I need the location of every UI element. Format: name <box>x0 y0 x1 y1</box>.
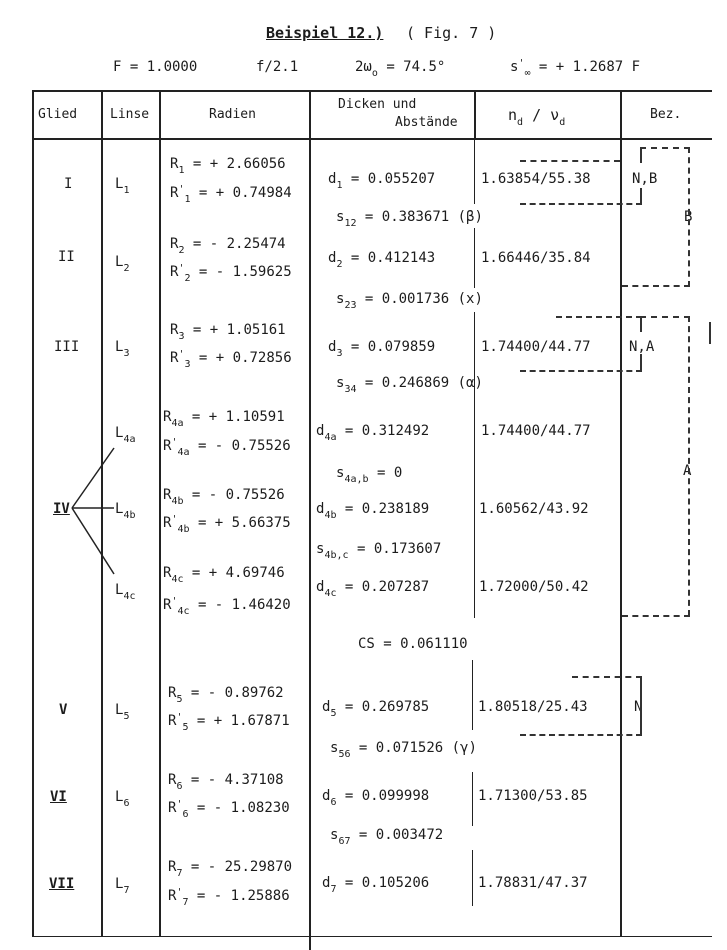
glass-l2: 1.66446/35.84 <box>481 250 591 266</box>
col-sep-glass <box>620 90 622 936</box>
glass-l6: 1.71300/53.85 <box>478 788 588 804</box>
glass-l3: 1.74400/44.77 <box>481 339 591 355</box>
cs-value: CS = 0.061110 <box>358 636 468 652</box>
radius-r1-prime: $R'_1$ = + 0.74984 <box>170 184 292 205</box>
bracket-n-right <box>640 676 642 734</box>
radius-r5: $R_5$ = - 0.89762 <box>168 685 284 705</box>
bez-b: B <box>684 209 693 225</box>
radius-r4c-prime: $R'_{4c}$ = - 1.46420 <box>163 596 291 617</box>
spacing-s23: $s_{23} = 0.001736$ (x) <box>336 291 483 311</box>
header-radien: Radien <box>209 107 256 122</box>
glass-l4a: 1.74400/44.77 <box>481 423 591 439</box>
radius-r6-prime: $R'_6$ = - 1.08230 <box>168 799 290 820</box>
thickness-d5: $d_5 = 0.269785$ <box>322 699 430 719</box>
radius-r4b: $R_{4b}$ = - 0.75526 <box>163 487 285 507</box>
col-sep-dicken-head <box>474 90 476 138</box>
radius-r3: $R_3$ = + 1.05161 <box>170 322 286 342</box>
bracket-b-bottom <box>622 285 690 287</box>
thickness-d3: $d_3 = 0.079859$ <box>328 339 436 359</box>
linse-2: $L_2$ <box>115 254 130 274</box>
linse-4c: $L_{4c}$ <box>115 582 136 602</box>
linse-4b: $L_{4b}$ <box>115 501 136 521</box>
radius-r7: $R_7$ = - 25.29870 <box>168 859 293 879</box>
table-top-rule <box>32 90 712 92</box>
thickness-d4c: $d_{4c} = 0.207287$ <box>316 579 430 599</box>
glass-l7: 1.78831/47.37 <box>478 875 588 891</box>
radius-r3-prime: $R'_3$ = + 0.72856 <box>170 349 292 370</box>
bracket-n-bottom <box>520 734 642 736</box>
spacing-s56: $s_{56} = 0.071526$ (γ) <box>330 740 477 760</box>
linse-4a: $L_{4a}$ <box>115 425 136 445</box>
radius-r2: $R_2$ = - 2.25474 <box>170 236 286 256</box>
glass-rule-6 <box>472 850 473 906</box>
header-dicken: Dicken und <box>338 97 417 112</box>
spacing-s34: $s_{34} = 0.246869$ (α) <box>336 375 483 395</box>
bracket-b-top <box>640 147 690 149</box>
thickness-d4b: $d_{4b} = 0.238189$ <box>316 501 430 521</box>
radius-r1: $R_1$ = + 2.66056 <box>170 156 286 176</box>
margin-mark <box>709 322 711 344</box>
bez-na: N,A <box>629 339 655 355</box>
thickness-d7: $d_7 = 0.105206$ <box>322 875 430 895</box>
glass-rule-3 <box>474 312 475 618</box>
linse-3: $L_3$ <box>115 339 130 359</box>
header-linse: Linse <box>110 107 150 122</box>
bracket-na-top <box>556 316 642 318</box>
radius-r7-prime: $R'_7$ = - 1.25886 <box>168 887 290 908</box>
glass-l1: 1.63854/55.38 <box>481 171 591 187</box>
bracket-n-top <box>572 676 642 678</box>
col-sep-linse <box>159 90 161 936</box>
header-abstaende: Abstände <box>395 115 458 130</box>
glass-rule-1 <box>474 140 475 204</box>
glied-1: I <box>64 176 73 192</box>
bracket-a-right <box>688 316 690 616</box>
col-sep-radien <box>309 90 311 950</box>
focal-length: F = 1.0000 <box>113 59 198 75</box>
header-glied: Glied <box>38 107 78 122</box>
thickness-d1: $d_1 = 0.055207$ <box>328 171 436 191</box>
example-title: Beispiel 12.) <box>266 24 384 42</box>
thickness-d4a: $d_{4a} = 0.312492$ <box>316 423 430 443</box>
bez-n: N <box>634 699 643 715</box>
bracket-a-bottom <box>622 615 690 617</box>
radius-r4a: $R_{4a}$ = + 1.10591 <box>163 409 285 429</box>
glass-rule-2 <box>474 228 475 288</box>
bracket-nb-tick-bottom <box>640 188 642 204</box>
bracket-b-right <box>688 147 690 287</box>
header-bez: Bez. <box>650 107 682 122</box>
header-rule <box>32 138 712 140</box>
spacing-s67: $s_{67} = 0.003472$ <box>330 827 444 847</box>
spacing-s12: $s_{12} = 0.383671$ (β) <box>336 209 483 229</box>
glass-l4b: 1.60562/43.92 <box>479 501 589 517</box>
bracket-na-bottom <box>520 370 642 372</box>
group-iv-branch-lines <box>70 440 120 580</box>
bez-nb: N,B <box>632 171 658 187</box>
bracket-nb-tick-top <box>640 147 642 163</box>
glass-l5: 1.80518/25.43 <box>478 699 588 715</box>
radius-r4c: $R_{4c}$ = + 4.69746 <box>163 565 285 585</box>
table-bottom-rule <box>32 936 712 937</box>
glied-5: V <box>59 702 68 718</box>
linse-7: $L_7$ <box>115 876 130 896</box>
bracket-a-top <box>640 316 690 318</box>
linse-5: $L_5$ <box>115 702 130 722</box>
linse-1: $L_1$ <box>115 176 130 196</box>
col-sep-left <box>32 90 34 936</box>
glass-l4c: 1.72000/50.42 <box>479 579 589 595</box>
glied-7: VII <box>49 876 75 892</box>
back-focal-distance: $s'_\infty$ = + 1.2687 F <box>510 58 641 79</box>
header-nd-vd: $n_d / \nu_d$ <box>508 106 566 128</box>
glied-2: II <box>58 249 75 265</box>
glass-rule-4 <box>472 660 473 730</box>
glied-3: III <box>54 339 80 355</box>
radius-r5-prime: $R'_5$ = + 1.67871 <box>168 712 290 733</box>
thickness-d2: $d_2 = 0.412143$ <box>328 250 436 270</box>
radius-r4a-prime: $R'_{4a}$ = - 0.75526 <box>163 437 291 458</box>
linse-6: $L_6$ <box>115 789 130 809</box>
spacing-s4bc: $s_{4b,c} = 0.173607$ <box>316 541 442 561</box>
bez-a: A <box>683 463 692 479</box>
glied-6: VI <box>50 789 67 805</box>
thickness-d6: $d_6 = 0.099998$ <box>322 788 430 808</box>
field-angle: $2\omega_o = 74.5^\circ$ <box>355 59 446 79</box>
figure-reference: ( Fig. 7 ) <box>406 24 497 42</box>
bracket-na-tick-bottom <box>640 354 642 370</box>
radius-r4b-prime: $R'_{4b}$ = + 5.66375 <box>163 514 291 535</box>
spacing-s4ab: $s_{4a,b} = 0$ <box>336 465 403 485</box>
radius-r6: $R_6$ = - 4.37108 <box>168 772 284 792</box>
glied-4: IV <box>53 501 70 517</box>
radius-r2-prime: $R'_2$ = - 1.59625 <box>170 263 292 284</box>
glass-rule-5 <box>472 772 473 826</box>
bracket-nb-bottom <box>520 203 642 205</box>
bracket-na-tick-top <box>640 316 642 332</box>
aperture: f/2.1 <box>256 59 299 75</box>
bracket-nb-top <box>520 160 620 162</box>
